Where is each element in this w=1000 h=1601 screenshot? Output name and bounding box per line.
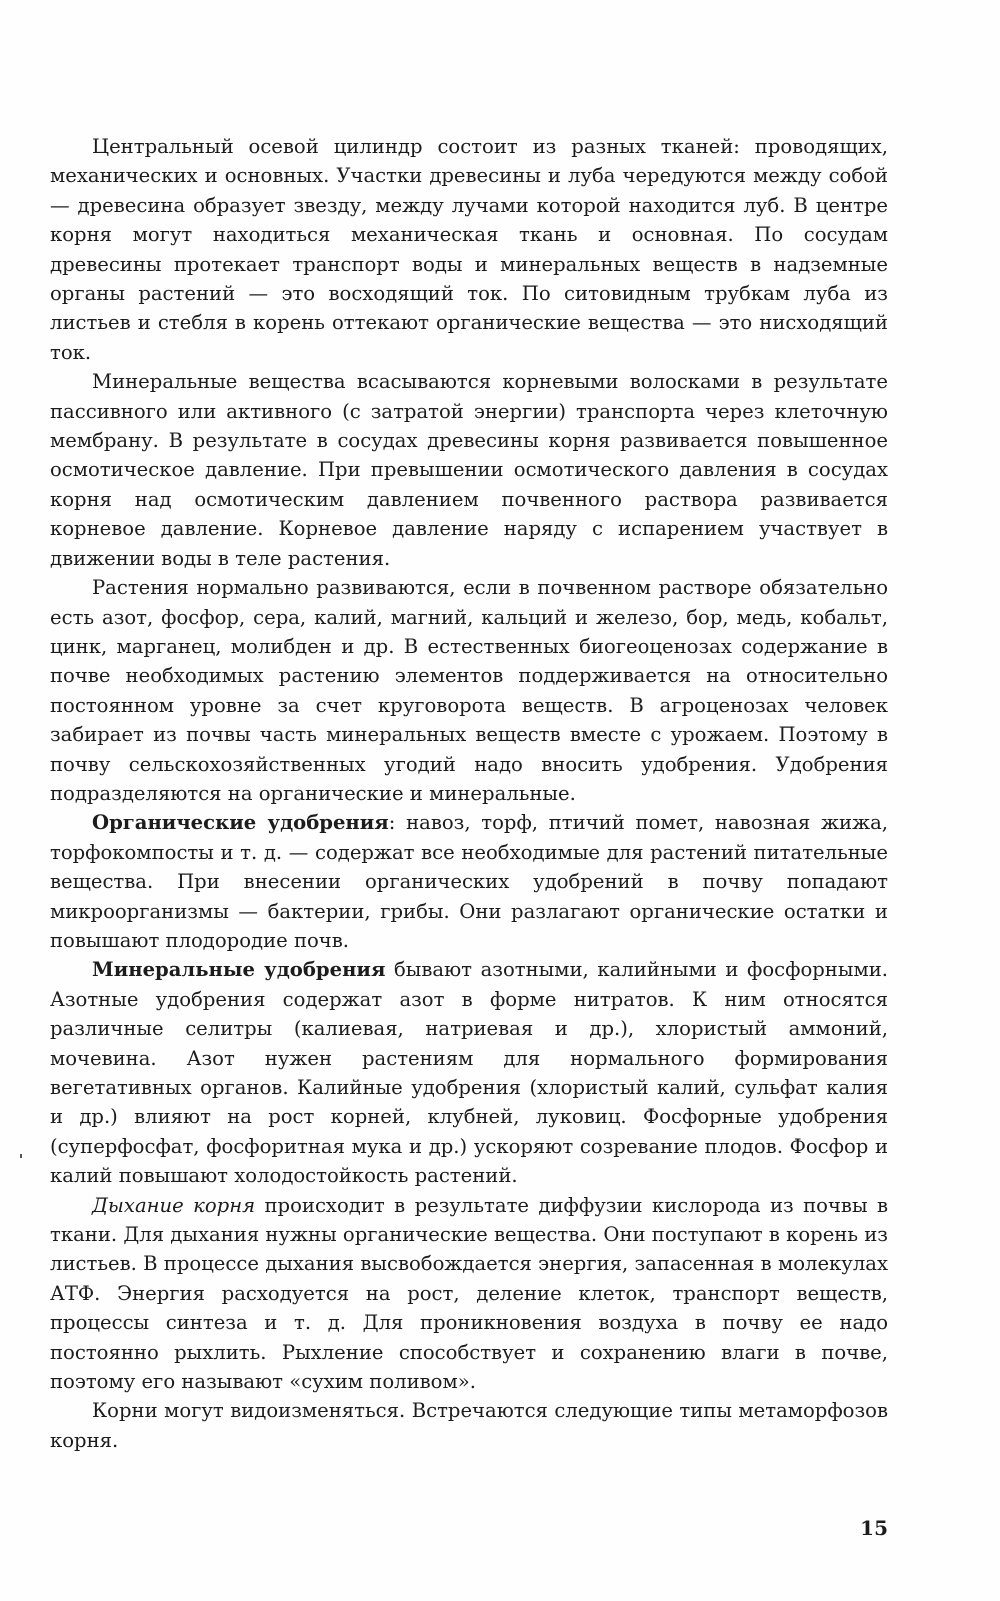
paragraph-text: происходит в результате диффузии кислорода из почвы в ткани. Для дыхания нужны органические вещества. Они поступают в корень из листьев. В процессе дыхания высвобождается энергия, запасенная в молекулах АТФ. Энергия расходуется на рост, деление клеток, транспорт веществ, процессы синтеза и т. д. Для проникновения воздуха в почву ее надо постоянно рыхлить. Рыхление способствует и сохранению влаги в почве, поэтому его называют «сухим поливом».: [50, 1193, 888, 1394]
paragraph-organic-fertilizers: [50, 808, 888, 955]
paragraph-text: Растения нормально развиваются, если в почвенном растворе обязательно есть азот, фосфор, сера, калий, магний, кальций и железо, бор, медь, кобальт, цинк, марганец, молибден и др. В естественных биогеоценозах содержание в почве необходимых растению элементов поддерживается на относительно постоянном уровне за счет круговорота веществ. В агроценозах человек забирает из почвы часть минеральных веществ вместе с урожаем. Поэтому в почву сельскохозяйственных угодий надо вносить удобрения. Удобрения подразделяются на органические и минеральные.: [50, 576, 888, 805]
paragraph-root-respiration: [50, 1191, 888, 1397]
term-mineral-fertilizers: Минеральные удобрения: [92, 958, 386, 982]
paragraph-text: : навоз, торф, птичий помет, навозная жижа, торфокомпосты и т. д. — содержат все необходимые для растений питательные вещества. При внесении органических удобрений в почву попадают микроорганизмы — бактерии, грибы. Они разлагают органические остатки и повышают плодородие почв.: [50, 811, 889, 952]
term-organic-fertilizers: Органические удобрения: [92, 811, 389, 835]
paragraph-text: бывают азотными, калийными и фосфорными. Азотные удобрения содержат азот в форме нитратов. К ним относятся различные селитры (калиевая, натриевая и др.), хлористый аммоний, мочевина. Азот нужен растениям для нормального формирования вегетативных органов. Калийные удобрения (хлористый калий, сульфат калия и др.) влияют на рост корней, клубней, луковиц. Фосфорные удобрения (суперфосфат, фосфоритная мука и др.) ускоряют созревание плодов. Фосфор и калий повышают холодостойкость растений.: [50, 958, 888, 1188]
paragraph-text: Центральный осевой цилиндр состоит из разных тканей: проводящих, механических и основных. Участки древесины и луба чередуются между собой — древесина образует звезду, между лучами которой находится луб. В центре корня могут находиться механическая ткань и основная. По сосудам древесины протекает транспорт воды и минеральных веществ в надземные органы растений — это восходящий ток. По ситовидным трубкам луба из листьев и стебля в корень оттекают органические вещества — это нисходящий ток.: [50, 135, 888, 364]
paragraph-soil-elements: [50, 573, 888, 808]
page-number: 15: [860, 1516, 888, 1540]
paragraph-text: Корни могут видоизменяться. Встречаются следующие типы метаморфозов корня.: [50, 1399, 888, 1452]
scan-speck: [20, 1154, 22, 1158]
body-text: [50, 132, 888, 1455]
paragraph-mineral-fertilizers: [50, 955, 888, 1190]
paragraph-mineral-absorption: [50, 367, 888, 573]
term-root-respiration: Дыхание корня: [92, 1193, 256, 1217]
paragraph-root-metamorphoses: [50, 1396, 888, 1455]
paragraph-central-cylinder: [50, 132, 888, 367]
paragraph-text: Минеральные вещества всасываются корневыми волосками в результате пассивного или активного (с затратой энергии) транспорта через клеточную мембрану. В результате в сосудах древесины корня развивается повышенное осмотическое давление. При превышении осмотического давления в сосудах корня над осмотическим давлением почвенного раствора развивается корневое давление. Корневое давление наряду с испарением участвует в движении воды в теле растения.: [50, 370, 888, 570]
